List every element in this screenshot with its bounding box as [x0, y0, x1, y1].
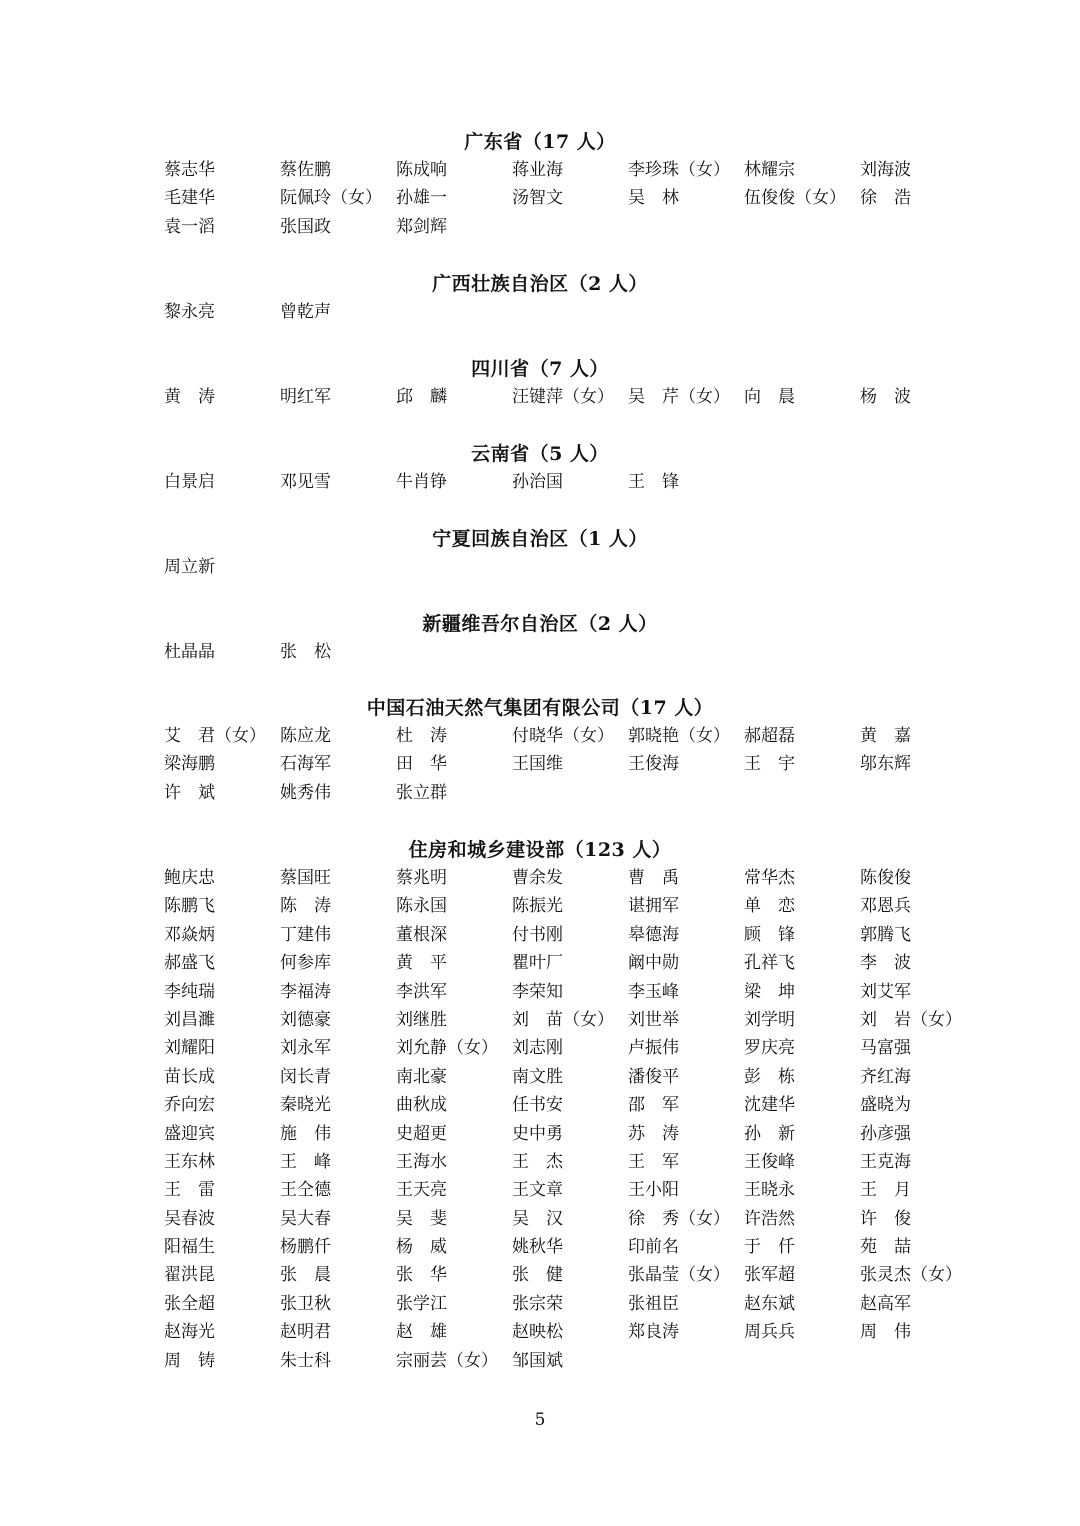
person-name: 宗丽芸（女） — [396, 1350, 498, 1371]
person-name: 陈永国 — [396, 896, 447, 917]
person-name: 邹国斌 — [512, 1350, 563, 1371]
person-name: 邓焱炳 — [164, 924, 215, 945]
person-name: 罗庆亮 — [744, 1038, 795, 1059]
person-name: 张 华 — [396, 1265, 447, 1286]
name-grid — [164, 864, 964, 1375]
person-name: 黎永亮 — [164, 302, 215, 322]
person-name: 许 俊 — [860, 1208, 911, 1229]
person-name: 艾 君（女） — [164, 726, 266, 746]
person-name: 刘 苗（女） — [512, 1009, 614, 1030]
person-name: 卢振伟 — [628, 1038, 679, 1059]
section-yunnan — [164, 440, 964, 496]
person-name: 马富强 — [860, 1038, 911, 1059]
person-name: 王俊峰 — [744, 1151, 795, 1172]
person-name: 王海水 — [396, 1151, 447, 1172]
section-ningxia — [164, 525, 964, 581]
person-name: 刘德豪 — [280, 1009, 331, 1030]
person-name: 陈应龙 — [280, 726, 331, 746]
name-grid — [164, 553, 964, 581]
person-name: 王 军 — [628, 1151, 679, 1172]
person-name: 郭腾飞 — [860, 924, 911, 945]
person-name: 邬东辉 — [860, 754, 911, 775]
section-heading: 新疆维吾尔自治区（2 人） — [422, 613, 658, 635]
name-grid — [164, 722, 964, 807]
person-name: 董根深 — [396, 924, 447, 945]
section-heading: 广西壮族自治区（2 人） — [432, 273, 648, 295]
person-name: 周 铸 — [164, 1350, 215, 1371]
person-name: 阮佩玲（女） — [280, 188, 382, 209]
person-name: 李玉峰 — [628, 981, 679, 1002]
person-name: 付晓华（女） — [512, 726, 614, 746]
person-name: 杨鹏仟 — [280, 1237, 331, 1258]
person-name: 付书刚 — [512, 924, 563, 945]
person-name: 王仝德 — [280, 1180, 331, 1201]
person-name: 秦晓光 — [280, 1095, 331, 1116]
person-name: 梁海鹏 — [164, 754, 215, 775]
person-name: 王文章 — [512, 1180, 563, 1201]
person-name: 石海军 — [280, 754, 331, 775]
person-name: 汪键萍（女） — [512, 387, 614, 407]
person-name: 赵高军 — [860, 1293, 911, 1314]
person-name: 齐红海 — [860, 1066, 911, 1087]
person-name: 张学江 — [396, 1293, 447, 1314]
person-name: 瞿叶厂 — [512, 953, 563, 974]
person-name: 袁一滔 — [164, 216, 215, 237]
person-name: 盛晓为 — [860, 1095, 911, 1116]
person-name: 蒋业海 — [512, 160, 563, 180]
section-heading: 宁夏回族自治区（1 人） — [432, 528, 648, 550]
person-name: 孙彦强 — [860, 1123, 911, 1144]
person-name: 蔡兆明 — [396, 868, 447, 888]
person-name: 阳福生 — [164, 1237, 215, 1258]
person-name: 陈 涛 — [280, 896, 331, 917]
person-name: 王天亮 — [396, 1180, 447, 1201]
person-name: 牛肖铮 — [396, 472, 447, 492]
person-name: 毛建华 — [164, 188, 215, 209]
person-name: 苗长成 — [164, 1066, 215, 1087]
person-name: 南北豪 — [396, 1066, 447, 1087]
person-name: 林耀宗 — [744, 160, 795, 180]
person-name: 张宗荣 — [512, 1293, 563, 1314]
person-name: 任书安 — [512, 1095, 563, 1116]
person-name: 皋德海 — [628, 924, 679, 945]
person-name: 邓见雪 — [280, 472, 331, 492]
person-name: 汤智文 — [512, 188, 563, 209]
section-mohurd — [164, 836, 964, 1375]
person-name: 孔祥飞 — [744, 953, 795, 974]
person-name: 潘俊平 — [628, 1066, 679, 1087]
person-name: 蔡国旺 — [280, 868, 331, 888]
person-name: 刘耀阳 — [164, 1038, 215, 1059]
person-name: 杜晶晶 — [164, 642, 215, 662]
person-name: 李洪军 — [396, 981, 447, 1002]
person-name: 张军超 — [744, 1265, 795, 1286]
person-name: 孙治国 — [512, 472, 563, 492]
person-name: 赵海光 — [164, 1322, 215, 1343]
person-name: 刘志刚 — [512, 1038, 563, 1059]
person-name: 张祖臣 — [628, 1293, 679, 1314]
person-name: 李福涛 — [280, 981, 331, 1002]
person-name: 曹余发 — [512, 868, 563, 888]
person-name: 孙 新 — [744, 1123, 795, 1144]
person-name: 杨 波 — [860, 387, 911, 407]
person-name: 史中勇 — [512, 1123, 563, 1144]
person-name: 曾乾声 — [280, 302, 331, 322]
person-name: 谌拥军 — [628, 896, 679, 917]
person-name: 朱士科 — [280, 1350, 331, 1371]
name-grid — [164, 298, 964, 326]
person-name: 李纯瑞 — [164, 981, 215, 1002]
person-name: 盛迎宾 — [164, 1123, 215, 1144]
person-name: 郝盛飞 — [164, 953, 215, 974]
person-name: 施 伟 — [280, 1123, 331, 1144]
person-name: 郭晓艳（女） — [628, 726, 730, 746]
person-name: 黄 平 — [396, 953, 447, 974]
person-name: 杨 威 — [396, 1237, 447, 1258]
person-name: 许浩然 — [744, 1208, 795, 1229]
section-xinjiang — [164, 610, 964, 666]
person-name: 张卫秋 — [280, 1293, 331, 1314]
person-name: 赵明君 — [280, 1322, 331, 1343]
person-name: 向 晨 — [744, 387, 795, 407]
person-name: 王克海 — [860, 1151, 911, 1172]
person-name: 刘艾军 — [860, 981, 911, 1002]
person-name: 伍俊俊（女） — [744, 188, 846, 209]
person-name: 印前名 — [628, 1237, 679, 1258]
person-name: 张 晨 — [280, 1265, 331, 1286]
person-name: 张 健 — [512, 1265, 563, 1286]
person-name: 白景启 — [164, 472, 215, 492]
person-name: 彭 栋 — [744, 1066, 795, 1087]
person-name: 王 杰 — [512, 1151, 563, 1172]
person-name: 刘允静（女） — [396, 1038, 498, 1059]
person-name: 刘 岩（女） — [860, 1009, 962, 1030]
person-name: 杜 涛 — [396, 726, 447, 746]
person-name: 史超更 — [396, 1123, 447, 1144]
person-name: 刘世举 — [628, 1009, 679, 1030]
person-name: 何参库 — [280, 953, 331, 974]
person-name: 刘继胜 — [396, 1009, 447, 1030]
person-name: 孙雄一 — [396, 188, 447, 209]
person-name: 常华杰 — [744, 868, 795, 888]
person-name: 张晶莹（女） — [628, 1265, 730, 1286]
person-name: 周 伟 — [860, 1322, 911, 1343]
person-name: 苑 喆 — [860, 1237, 911, 1258]
person-name: 王 月 — [860, 1180, 911, 1201]
name-grid — [164, 383, 964, 411]
person-name: 徐 秀（女） — [628, 1208, 730, 1229]
section-cnpc — [164, 694, 964, 807]
name-grid — [164, 638, 964, 666]
person-name: 陈俊俊 — [860, 868, 911, 888]
person-name: 周立新 — [164, 557, 215, 577]
person-name: 田 华 — [396, 754, 447, 775]
person-name: 陈振光 — [512, 896, 563, 917]
person-name: 王东林 — [164, 1151, 215, 1172]
person-name: 刘学明 — [744, 1009, 795, 1030]
section-sichuan — [164, 355, 964, 411]
person-name: 郝超磊 — [744, 726, 795, 746]
person-name: 陈成响 — [396, 160, 447, 180]
person-name: 丁建伟 — [280, 924, 331, 945]
person-name: 王国维 — [512, 754, 563, 775]
person-name: 蔡志华 — [164, 160, 215, 180]
person-name: 吴 林 — [628, 188, 679, 209]
name-grid — [164, 156, 964, 241]
person-name: 张国政 — [280, 216, 331, 237]
person-name: 王 锋 — [628, 472, 679, 492]
person-name: 郑剑辉 — [396, 216, 447, 237]
person-name: 闵长青 — [280, 1066, 331, 1087]
person-name: 鲍庆忠 — [164, 868, 215, 888]
section-heading: 四川省（7 人） — [471, 358, 609, 380]
person-name: 许 斌 — [164, 782, 215, 803]
person-name: 吴 斐 — [396, 1208, 447, 1229]
page-number: 5 — [534, 1410, 546, 1430]
person-name: 邱 麟 — [396, 387, 447, 407]
person-name: 周兵兵 — [744, 1322, 795, 1343]
person-name: 刘海波 — [860, 160, 911, 180]
person-name: 于 仟 — [744, 1237, 795, 1258]
person-name: 姚秀伟 — [280, 782, 331, 803]
person-name: 吴 芹（女） — [628, 387, 730, 407]
person-name: 李荣知 — [512, 981, 563, 1002]
person-name: 张灵杰（女） — [860, 1265, 962, 1286]
person-name: 王 宇 — [744, 754, 795, 775]
person-name: 陈鹏飞 — [164, 896, 215, 917]
person-name: 吴大春 — [280, 1208, 331, 1229]
person-name: 黄 涛 — [164, 387, 215, 407]
person-name: 沈建华 — [744, 1095, 795, 1116]
person-name: 顾 锋 — [744, 924, 795, 945]
person-name: 赵映松 — [512, 1322, 563, 1343]
person-name: 曲秋成 — [396, 1095, 447, 1116]
person-name: 苏 涛 — [628, 1123, 679, 1144]
person-name: 翟洪昆 — [164, 1265, 215, 1286]
person-name: 张 松 — [280, 642, 331, 662]
person-name: 黄 嘉 — [860, 726, 911, 746]
person-name: 邵 军 — [628, 1095, 679, 1116]
person-name: 吴春波 — [164, 1208, 215, 1229]
person-name: 姚秋华 — [512, 1237, 563, 1258]
person-name: 刘昌濉 — [164, 1009, 215, 1030]
section-guangxi — [164, 270, 964, 326]
person-name: 吴 汉 — [512, 1208, 563, 1229]
person-name: 王 雷 — [164, 1180, 215, 1201]
section-heading: 广东省（17 人） — [464, 131, 616, 153]
person-name: 郑良涛 — [628, 1322, 679, 1343]
person-name: 王晓永 — [744, 1180, 795, 1201]
section-heading: 云南省（5 人） — [471, 443, 609, 465]
person-name: 南文胜 — [512, 1066, 563, 1087]
section-heading: 住房和城乡建设部（123 人） — [408, 839, 672, 861]
person-name: 李珍珠（女） — [628, 160, 730, 180]
person-name: 梁 坤 — [744, 981, 795, 1002]
person-name: 刘永军 — [280, 1038, 331, 1059]
person-name: 李 波 — [860, 953, 911, 974]
person-name: 王 峰 — [280, 1151, 331, 1172]
section-heading: 中国石油天然气集团有限公司（17 人） — [366, 697, 714, 719]
person-name: 王俊海 — [628, 754, 679, 775]
person-name: 单 恋 — [744, 896, 795, 917]
person-name: 张立群 — [396, 782, 447, 803]
person-name: 徐 浩 — [860, 188, 911, 209]
person-name: 明红军 — [280, 387, 331, 407]
person-name: 王小阳 — [628, 1180, 679, 1201]
section-guangdong — [164, 128, 964, 241]
person-name: 乔向宏 — [164, 1095, 215, 1116]
person-name: 蔡佐鹏 — [280, 160, 331, 180]
person-name: 赵 雄 — [396, 1322, 447, 1343]
person-name: 阚中勋 — [628, 953, 679, 974]
person-name: 邓恩兵 — [860, 896, 911, 917]
name-grid — [164, 468, 964, 496]
person-name: 曹 禹 — [628, 868, 679, 888]
person-name: 赵东斌 — [744, 1293, 795, 1314]
person-name: 张全超 — [164, 1293, 215, 1314]
